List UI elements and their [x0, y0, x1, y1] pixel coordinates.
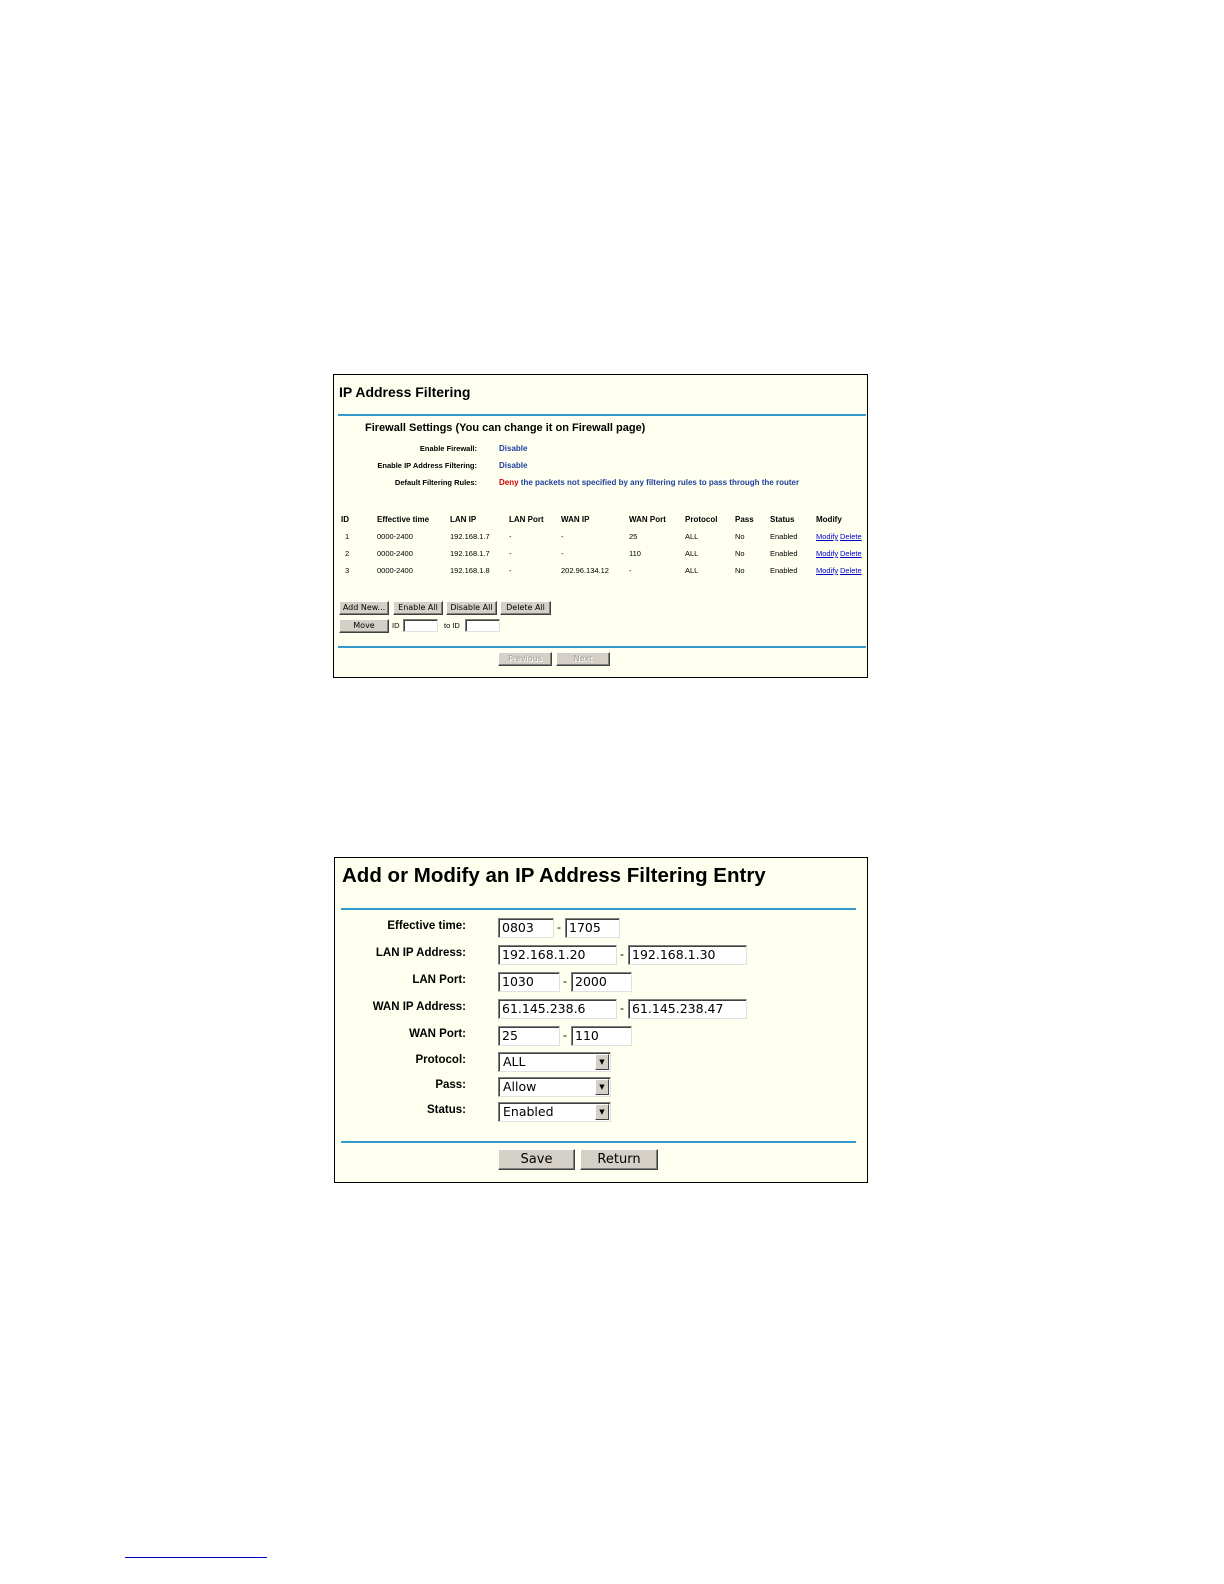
chevron-down-icon[interactable]: ▼: [595, 1104, 609, 1120]
divider: [341, 1141, 856, 1143]
save-button[interactable]: Save: [498, 1149, 575, 1170]
row-protocol: ALL: [685, 566, 699, 575]
enable-firewall-label: Enable Firewall:: [419, 444, 477, 453]
divider: [338, 414, 866, 416]
ip-address-filtering-panel: [333, 374, 868, 678]
col-header-effective-time: Effective time: [377, 515, 430, 524]
range-separator: -: [563, 1028, 567, 1042]
effective-time-label: Effective time:: [387, 920, 466, 932]
lan-ip-to-input[interactable]: 192.168.1.30: [628, 945, 747, 965]
row-wan-ip: -: [561, 549, 564, 558]
chevron-down-icon[interactable]: ▼: [595, 1079, 609, 1095]
col-header-modify: Modify: [816, 515, 842, 524]
col-header-id: ID: [341, 515, 349, 524]
wan-ip-label: WAN IP Address:: [372, 1001, 466, 1013]
row-pass: No: [735, 566, 745, 575]
row-id: 1: [345, 532, 350, 541]
add-modify-entry-panel: [334, 857, 868, 1183]
col-header-lan-port: LAN Port: [509, 515, 544, 524]
firewall-settings-heading: Firewall Settings (You can change it on Firewall page): [365, 422, 646, 434]
row-protocol: ALL: [685, 532, 699, 541]
pass-label: Pass:: [435, 1079, 466, 1091]
move-to-id-input[interactable]: [465, 619, 500, 632]
col-header-pass: Pass: [735, 515, 754, 524]
modify-link[interactable]: Modify: [816, 566, 839, 575]
row-time: 0000-2400: [377, 566, 413, 575]
enable-ip-filtering-value: Disable: [499, 461, 528, 470]
row-wan-ip: 202.96.134.12: [561, 566, 609, 575]
page-title: IP Address Filtering: [339, 384, 471, 400]
range-separator: -: [620, 947, 624, 961]
range-separator: -: [557, 920, 561, 934]
next-button[interactable]: Next: [556, 652, 610, 666]
row-id: 3: [345, 566, 350, 575]
row-lan-port: -: [509, 549, 512, 558]
status-select[interactable]: [498, 1102, 611, 1122]
row-pass: No: [735, 532, 745, 541]
wan-ip-to-input[interactable]: 61.145.238.47: [628, 999, 747, 1019]
row-time: 0000-2400: [377, 532, 413, 541]
lan-ip-label: LAN IP Address:: [375, 947, 466, 959]
move-button[interactable]: Move: [339, 619, 389, 633]
enable-all-button[interactable]: Enable All: [393, 601, 443, 615]
return-button[interactable]: Return: [580, 1149, 658, 1170]
protocol-select[interactable]: [498, 1052, 611, 1072]
divider: [338, 646, 866, 648]
col-header-lan-ip: LAN IP: [450, 515, 477, 524]
row-status: Enabled: [770, 566, 798, 575]
lan-port-from-input[interactable]: 1030: [498, 972, 560, 992]
move-from-id-input[interactable]: [403, 619, 438, 632]
enable-firewall-value: Disable: [499, 444, 528, 453]
status-label: Status:: [427, 1104, 466, 1116]
pass-select[interactable]: [498, 1077, 611, 1097]
default-rules-text: the packets not specified by any filtering rules to pass through the router: [520, 478, 800, 487]
row-lan-port: -: [509, 532, 512, 541]
row-pass: No: [735, 549, 745, 558]
wan-ip-from-input[interactable]: 61.145.238.6: [498, 999, 617, 1019]
row-wan-port: -: [629, 566, 632, 575]
row-wan-port: 110: [629, 549, 641, 558]
row-wan-ip: -: [561, 532, 564, 541]
wan-port-from-input[interactable]: 25: [498, 1026, 560, 1046]
row-lan-port: -: [509, 566, 512, 575]
col-header-wan-ip: WAN IP: [561, 515, 590, 524]
status-selected-value: Enabled: [503, 1104, 554, 1119]
modify-link[interactable]: Modify: [816, 532, 839, 541]
previous-button[interactable]: Previous: [498, 652, 552, 666]
lan-port-label: LAN Port:: [412, 974, 466, 986]
default-rules-value: [499, 478, 799, 487]
row-time: 0000-2400: [377, 549, 413, 558]
disable-all-button[interactable]: Disable All: [446, 601, 497, 615]
delete-all-button[interactable]: Delete All: [500, 601, 551, 615]
enable-ip-filtering-label: Enable IP Address Filtering:: [377, 461, 477, 470]
deny-text: Deny: [499, 478, 519, 487]
page-title: Add or Modify an IP Address Filtering Entry: [342, 864, 766, 887]
row-lan-ip: 192.168.1.8: [450, 566, 490, 575]
time-from-input[interactable]: 0803: [498, 918, 554, 938]
row-status: Enabled: [770, 549, 798, 558]
range-separator: -: [620, 1001, 624, 1015]
chevron-down-icon[interactable]: ▼: [595, 1054, 609, 1070]
row-lan-ip: 192.168.1.7: [450, 549, 490, 558]
move-to-id-label: to ID: [444, 621, 460, 630]
wan-port-label: WAN Port:: [409, 1028, 466, 1040]
divider: [341, 908, 856, 910]
row-lan-ip: 192.168.1.7: [450, 532, 490, 541]
move-id-label: ID: [392, 621, 400, 630]
row-protocol: ALL: [685, 549, 699, 558]
row-id: 2: [345, 549, 350, 558]
row-status: Enabled: [770, 532, 798, 541]
modify-link[interactable]: Modify: [816, 549, 839, 558]
footnote-rule: [125, 1557, 267, 1558]
delete-link[interactable]: Delete: [840, 566, 862, 575]
delete-link[interactable]: Delete: [840, 532, 862, 541]
col-header-protocol: Protocol: [685, 515, 718, 524]
lan-ip-from-input[interactable]: 192.168.1.20: [498, 945, 617, 965]
range-separator: -: [563, 974, 567, 988]
wan-port-to-input[interactable]: 110: [571, 1026, 632, 1046]
pass-selected-value: Allow: [503, 1079, 537, 1094]
col-header-status: Status: [770, 515, 795, 524]
delete-link[interactable]: Delete: [840, 549, 862, 558]
row-wan-port: 25: [629, 532, 638, 541]
protocol-selected-value: ALL: [503, 1054, 526, 1069]
add-new-button[interactable]: Add New...: [339, 601, 389, 615]
default-rules-label: Default Filtering Rules:: [394, 478, 477, 487]
lan-port-to-input[interactable]: 2000: [571, 972, 632, 992]
protocol-label: Protocol:: [415, 1054, 466, 1066]
col-header-wan-port: WAN Port: [629, 515, 666, 524]
time-to-input[interactable]: 1705: [565, 918, 620, 938]
